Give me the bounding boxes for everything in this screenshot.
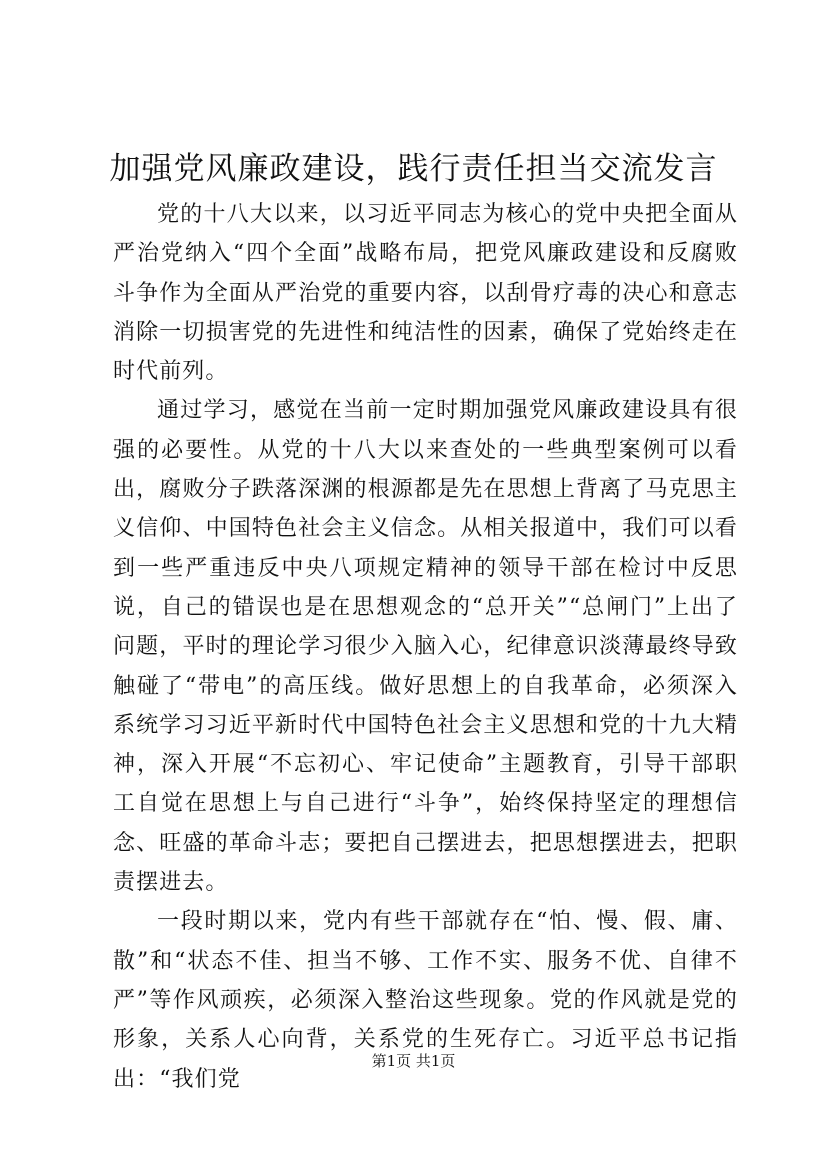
document-body xyxy=(113,195,738,1099)
paragraph-3: 一段时期以来，党内有些干部就存在“怕、慢、假、庸、散”和“状态不佳、担当不够、工作不实、服务不优、自律不严”等作风顽疾，必须深入整治这些现象。党的作风就是党的形象，关系人心向背，关系党的生死存亡。习近平总书记指出：“我们党 xyxy=(113,909,738,1092)
page-footer: 第1页 共1页 xyxy=(371,1052,456,1070)
paragraph-2: 通过学习，感觉在当前一定时期加强党风廉政建设具有很强的必要性。从党的十八大以来查处的一些典型案例可以看出，腐败分子跌落深渊的根源都是先在思想上背离了马克思主义信仰、中国特色社会主义信念。从相关报道中，我们可以看到一些严重违反中央八项规定精神的领导干部在检讨中反思说，自己的错误也是在思想观念的“总开关”“总闸门”上出了问题，平时的理论学习很少入脑入心，纪律意识淡薄最终导致触碰了“带电”的高压线。做好思想上的自我革命，必须深入系统学习习近平新时代中国特色社会主义思想和党的十九大精神，深入开展“不忘初心、牢记使命”主题教育，引导干部职工自觉在思想上与自己进行“斗争”，始终保持坚定的理想信念、旺盛的革命斗志；要把自己摆进去，把思想摆进去，把职责摆进去。 xyxy=(113,398,738,896)
paragraph-1: 党的十八大以来，以习近平同志为核心的党中央把全面从严治党纳入“四个全面”战略布局，把党风廉政建设和反腐败斗争作为全面从严治党的重要内容，以刮骨疗毒的决心和意志消除一切损害党的先进性和纯洁性的因素，确保了党始终走在时代前列。 xyxy=(113,202,738,385)
document-title: 加强党风廉政建设，践行责任担当交流发言 xyxy=(109,151,718,187)
